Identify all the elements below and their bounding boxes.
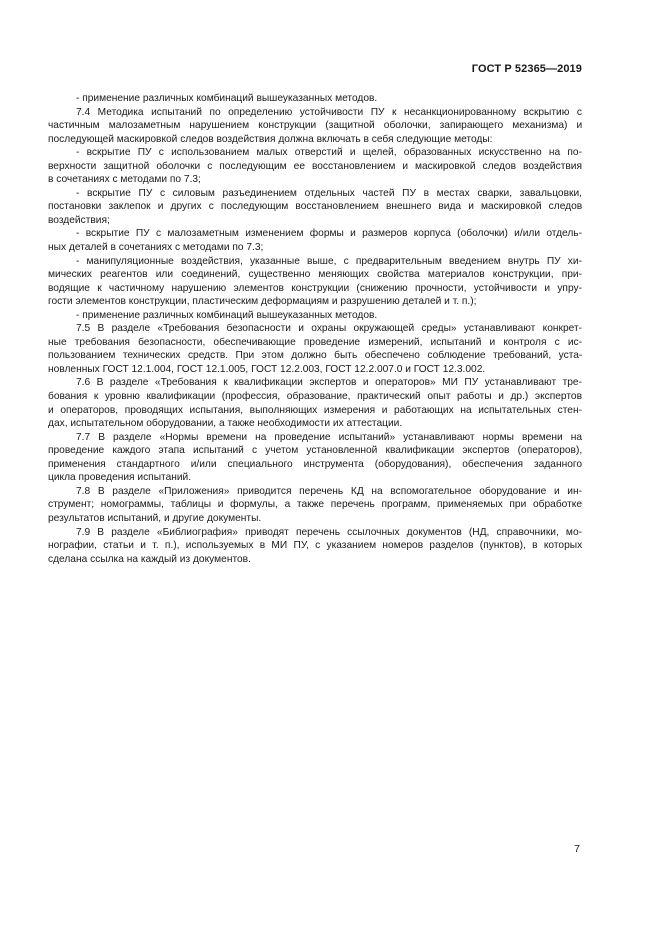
text-line: 7.6 В разделе «Требования к квалификации экспертов и операторов» МИ ПУ устанавливают тре- <box>76 377 582 389</box>
text-line: 7.8 В разделе «Приложения» приводится перечень КД на вспомогательное оборудование и ин- <box>76 485 582 497</box>
text-line: частичным малозаметным нарушением конструкции (защитной оболочки, запирающего механизма) и <box>48 120 583 132</box>
document-code-header: ГОСТ Р 52365—2019 <box>471 63 582 75</box>
text-line: верхности защитной оболочки с последующим ее восстановлением и маскировкой следов воздействия <box>48 160 582 172</box>
text-line: бования к уровню квалификации (профессия, образование, практический опыт работы и др.) экспертов <box>48 391 582 403</box>
text-line: результатов испытаний, и другие документы. <box>48 512 262 524</box>
text-line: - вскрытие ПУ с использованием малых отверстий и щелей, образованных искусственно на по- <box>76 147 582 159</box>
text-line: нографии, статьи и т. п.), используемых в МИ ПУ, с указанием номеров разделов (пунктов), в которых <box>48 540 583 552</box>
text-line: пользованием технических средств. При этом должно быть обеспечено соблюдение требований, уста- <box>48 350 583 362</box>
text-line: 7.7 В разделе «Нормы времени на проведение испытаний» устанавливают нормы времени на <box>76 431 582 443</box>
text-line: - применение различных комбинаций вышеуказанных методов. <box>76 93 378 104</box>
text-line: сделана ссылка на каждый из документов. <box>48 553 251 565</box>
text-line: ных деталей в сочетаниях с методами по 7.3; <box>48 242 264 254</box>
text-line: ные требования безопасности, обеспечивающие проведение измерений, испытаний и контроля с ис- <box>48 336 582 348</box>
text-line: новленных ГОСТ 12.1.004, ГОСТ 12.1.005, ГОСТ 12.2.003, ГОСТ 12.2.007.0 и ГОСТ 12.3.002. <box>48 363 486 375</box>
text-line: в сочетаниях с методами по 7.3; <box>48 174 201 186</box>
text-line: применения стандартного и/или специального инструмента (оборудования), обеспечения заданного <box>48 458 583 470</box>
text-line: 7.4 Методика испытаний по определению устойчивости ПУ к несанкционированному вскрытию с <box>76 106 582 118</box>
text-line: водящие к частичному нарушению элементов конструкции (снижению прочности, устойчивости и упру- <box>48 282 582 294</box>
page-number: 7 <box>574 843 580 855</box>
document-body <box>48 92 582 566</box>
text-line: проведение каждого этапа испытаний с учетом установленной квалификации экспертов (операторов), <box>48 445 583 457</box>
text-line: и операторов, проводящих испытания, выполняющих измерения и работающих на испытательных стен- <box>48 404 582 416</box>
text-line: - вскрытие ПУ с силовым разъединением отдельных частей ПУ в местах сварки, завальцовки, <box>76 187 582 199</box>
text-line: последующей маскировкой следов воздействия должна включать в себя следующие методы: <box>48 133 493 145</box>
text-line: струмент; номограммы, таблицы и формулы, а также перечень программ, применяемых при обработке <box>48 499 582 511</box>
text-line: воздействия; <box>48 214 110 226</box>
text-line: 7.5 В разделе «Требования безопасности и охраны окружающей среды» устанавливают конкрет- <box>76 323 582 335</box>
text-line: дах, испытательном оборудовании, а также необходимости их аттестации. <box>48 418 403 430</box>
text-line: постановки заклепок и других с последующим восстановлением внешнего вида и маскировкой следов <box>48 201 583 213</box>
text-line: - манипуляционные воздействия, указанные выше, с предварительным введением внутрь ПУ хи- <box>76 255 582 267</box>
text-line: - применение различных комбинаций вышеуказанных методов. <box>76 309 378 321</box>
text-line: - вскрытие ПУ с малозаметным изменением формы и размеров корпуса (оболочки) и/или отдель- <box>76 228 582 240</box>
text-line: гости элементов конструкции, пластическим деформациям и разрушению деталей и т. п.); <box>48 296 477 308</box>
text-line: 7.9 В разделе «Библиография» приводят перечень ссылочных документов (НД, справочники, мо- <box>76 526 582 538</box>
text-line: мических реагентов или соединений, существенно меняющих свойства материалов конструкции, при- <box>48 269 583 281</box>
text-line: цикла проведения испытаний. <box>48 472 192 484</box>
